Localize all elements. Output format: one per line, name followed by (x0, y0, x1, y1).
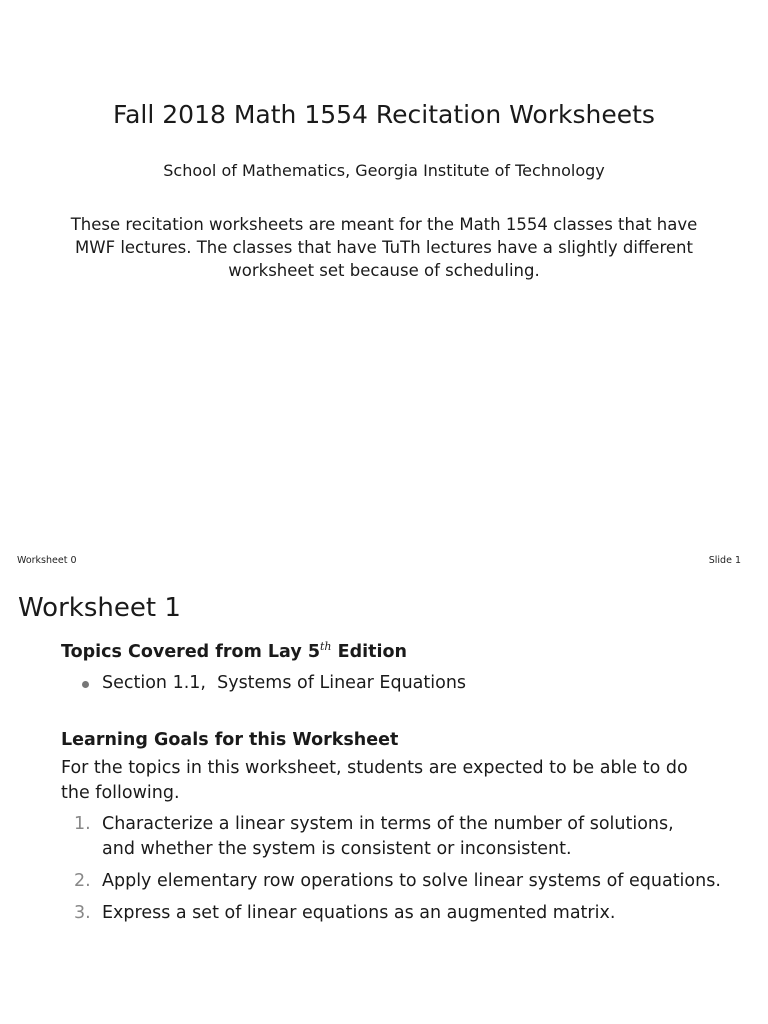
goals-intro-line: the following. (61, 783, 180, 803)
topics-heading-superscript: th (320, 640, 332, 653)
goal-number: 3. (74, 903, 91, 923)
goals-intro-line: For the topics in this worksheet, students are expected to be able to do (61, 758, 688, 778)
footer-slide-number: Slide 1 (708, 555, 741, 566)
goals-list (74, 812, 734, 933)
bullet-icon (82, 681, 89, 688)
document-subtitle: School of Mathematics, Georgia Institute of Technology (163, 161, 605, 180)
list-item (74, 869, 734, 894)
intro-line: MWF lectures. The classes that have TuTh lectures have a slightly different (75, 238, 693, 257)
intro-paragraph (50, 213, 718, 282)
footer-worksheet-label: Worksheet 0 (17, 555, 77, 566)
goal-line: and whether the system is consistent or inconsistent. (102, 839, 572, 859)
intro-line: worksheet set because of scheduling. (228, 261, 540, 280)
list-item (74, 901, 734, 926)
goals-heading: Learning Goals for this Worksheet (61, 730, 399, 750)
slide-2 (0, 576, 768, 1024)
topics-heading-prefix: Topics Covered from Lay 5 (61, 641, 320, 662)
topics-heading-suffix: Edition (331, 641, 407, 662)
goal-line: Express a set of linear equations as an augmented matrix. (102, 903, 616, 923)
worksheet-title: Worksheet 1 (18, 593, 181, 623)
topics-list (80, 673, 466, 693)
goal-line: Apply elementary row operations to solve linear systems of equations. (102, 871, 721, 891)
goal-line: Characterize a linear system in terms of the number of solutions, (102, 814, 674, 834)
list-item (80, 673, 466, 693)
topic-text: Section 1.1, Systems of Linear Equations (102, 673, 467, 693)
goals-intro (61, 756, 741, 806)
topics-heading (61, 640, 407, 662)
goal-number: 2. (74, 871, 91, 891)
list-item (74, 812, 734, 862)
document-title: Fall 2018 Math 1554 Recitation Worksheets (113, 100, 655, 129)
goal-number: 1. (74, 814, 91, 834)
intro-line: These recitation worksheets are meant for the Math 1554 classes that have (70, 215, 698, 234)
